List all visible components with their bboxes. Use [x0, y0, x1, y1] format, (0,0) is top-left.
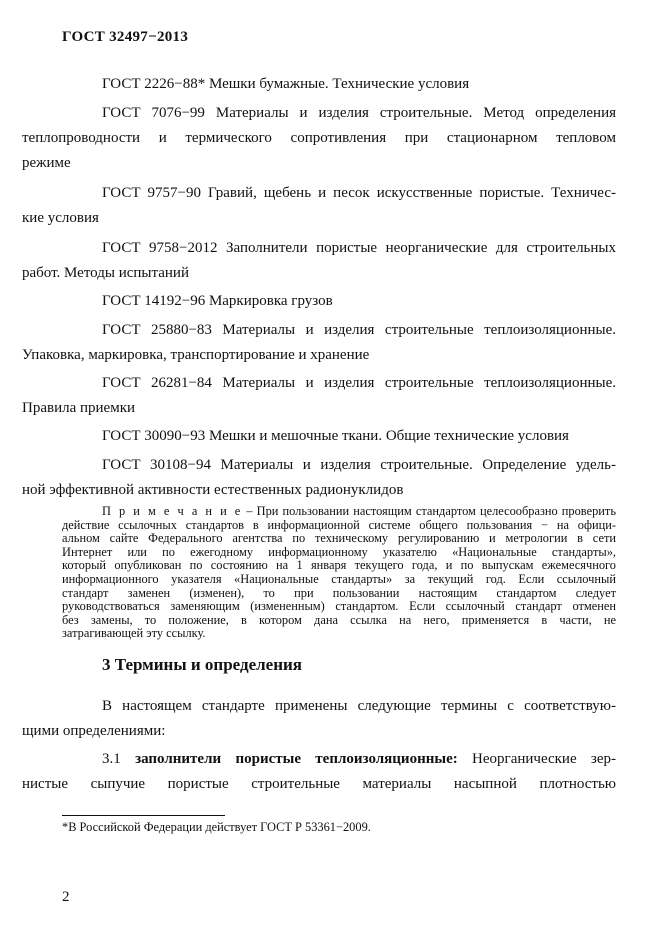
term-name: заполнители пористые теплоизоляционные: [135, 751, 458, 767]
reference-gost-2226: ГОСТ 2226−88* Мешки бумажные. Технические условия [102, 76, 470, 92]
reference-gost-30090: ГОСТ 30090−93 Мешки и мешочные ткани. Общие технические условия [102, 428, 569, 444]
reference-gost-7076: ГОСТ 7076−99 Материалы и изделия строительные. Метод определения теплопроводности и термического сопротивления при стационарном тепловом режиме [22, 105, 616, 171]
reference-gost-14192: ГОСТ 14192−96 Маркировка грузов [102, 293, 333, 309]
footnote: *В Российской Федерации действует ГОСТ Р 53361−2009. [62, 820, 371, 834]
footnote-separator [62, 815, 225, 816]
note-block: П р и м е ч а н и е – При пользовании настоящим стандартом целесообразно проверить действие ссылочных стандартов в информационной системе общего пользования − на офици- альном сайте Федерального агентства по техническому регулированию и метрологии в сети Интернет или по ежегодному информационному указателю «Национальные стандарты», который опубликован по состоянию на 1 января текущего года, и по выпускам ежемесячного информационного указателя «Национальные стандарты» за текущий год. Если ссылочный стандарт заменен (изменен), то при пользовании настоящим стандартом следует руководствоваться заменяющим (измененным) стандартом. Если ссылочный стандарт отменен без замены, то положение, в котором дана ссылка на него, применяется в части, не затрагивающей эту ссылку. [62, 504, 616, 641]
document-header: ГОСТ 32497−2013 [62, 29, 189, 45]
page-number: 2 [62, 889, 70, 905]
section-intro: В настоящем стандарте применены следующие термины с соответствую- щими определениями: [22, 698, 616, 739]
reference-gost-9758: ГОСТ 9758−2012 Заполнители пористые неорганические для строительных работ. Методы испытаний [22, 240, 616, 281]
term-definition: 3.1 заполнители пористые теплоизоляционные: Неорганические зер- нистые сыпучие пористые строительные материалы насыпной плотностью [22, 751, 617, 792]
section-title: 3 Термины и определения [102, 655, 303, 674]
reference-gost-25880: ГОСТ 25880−83 Материалы и изделия строительные теплоизоляционные. Упаковка, маркировка, транспортирование и хранение [22, 322, 616, 363]
note-label: П р и м е ч а н и е [102, 504, 243, 518]
reference-gost-26281: ГОСТ 26281−84 Материалы и изделия строительные теплоизоляционные. Правила приемки [22, 375, 616, 416]
reference-gost-9757: ГОСТ 9757−90 Гравий, щебень и песок искусственные пористые. Техничес- кие условия [22, 185, 616, 226]
reference-gost-30108: ГОСТ 30108−94 Материалы и изделия строительные. Определение удель- ной эффективной активности естественных радионуклидов [22, 457, 616, 498]
